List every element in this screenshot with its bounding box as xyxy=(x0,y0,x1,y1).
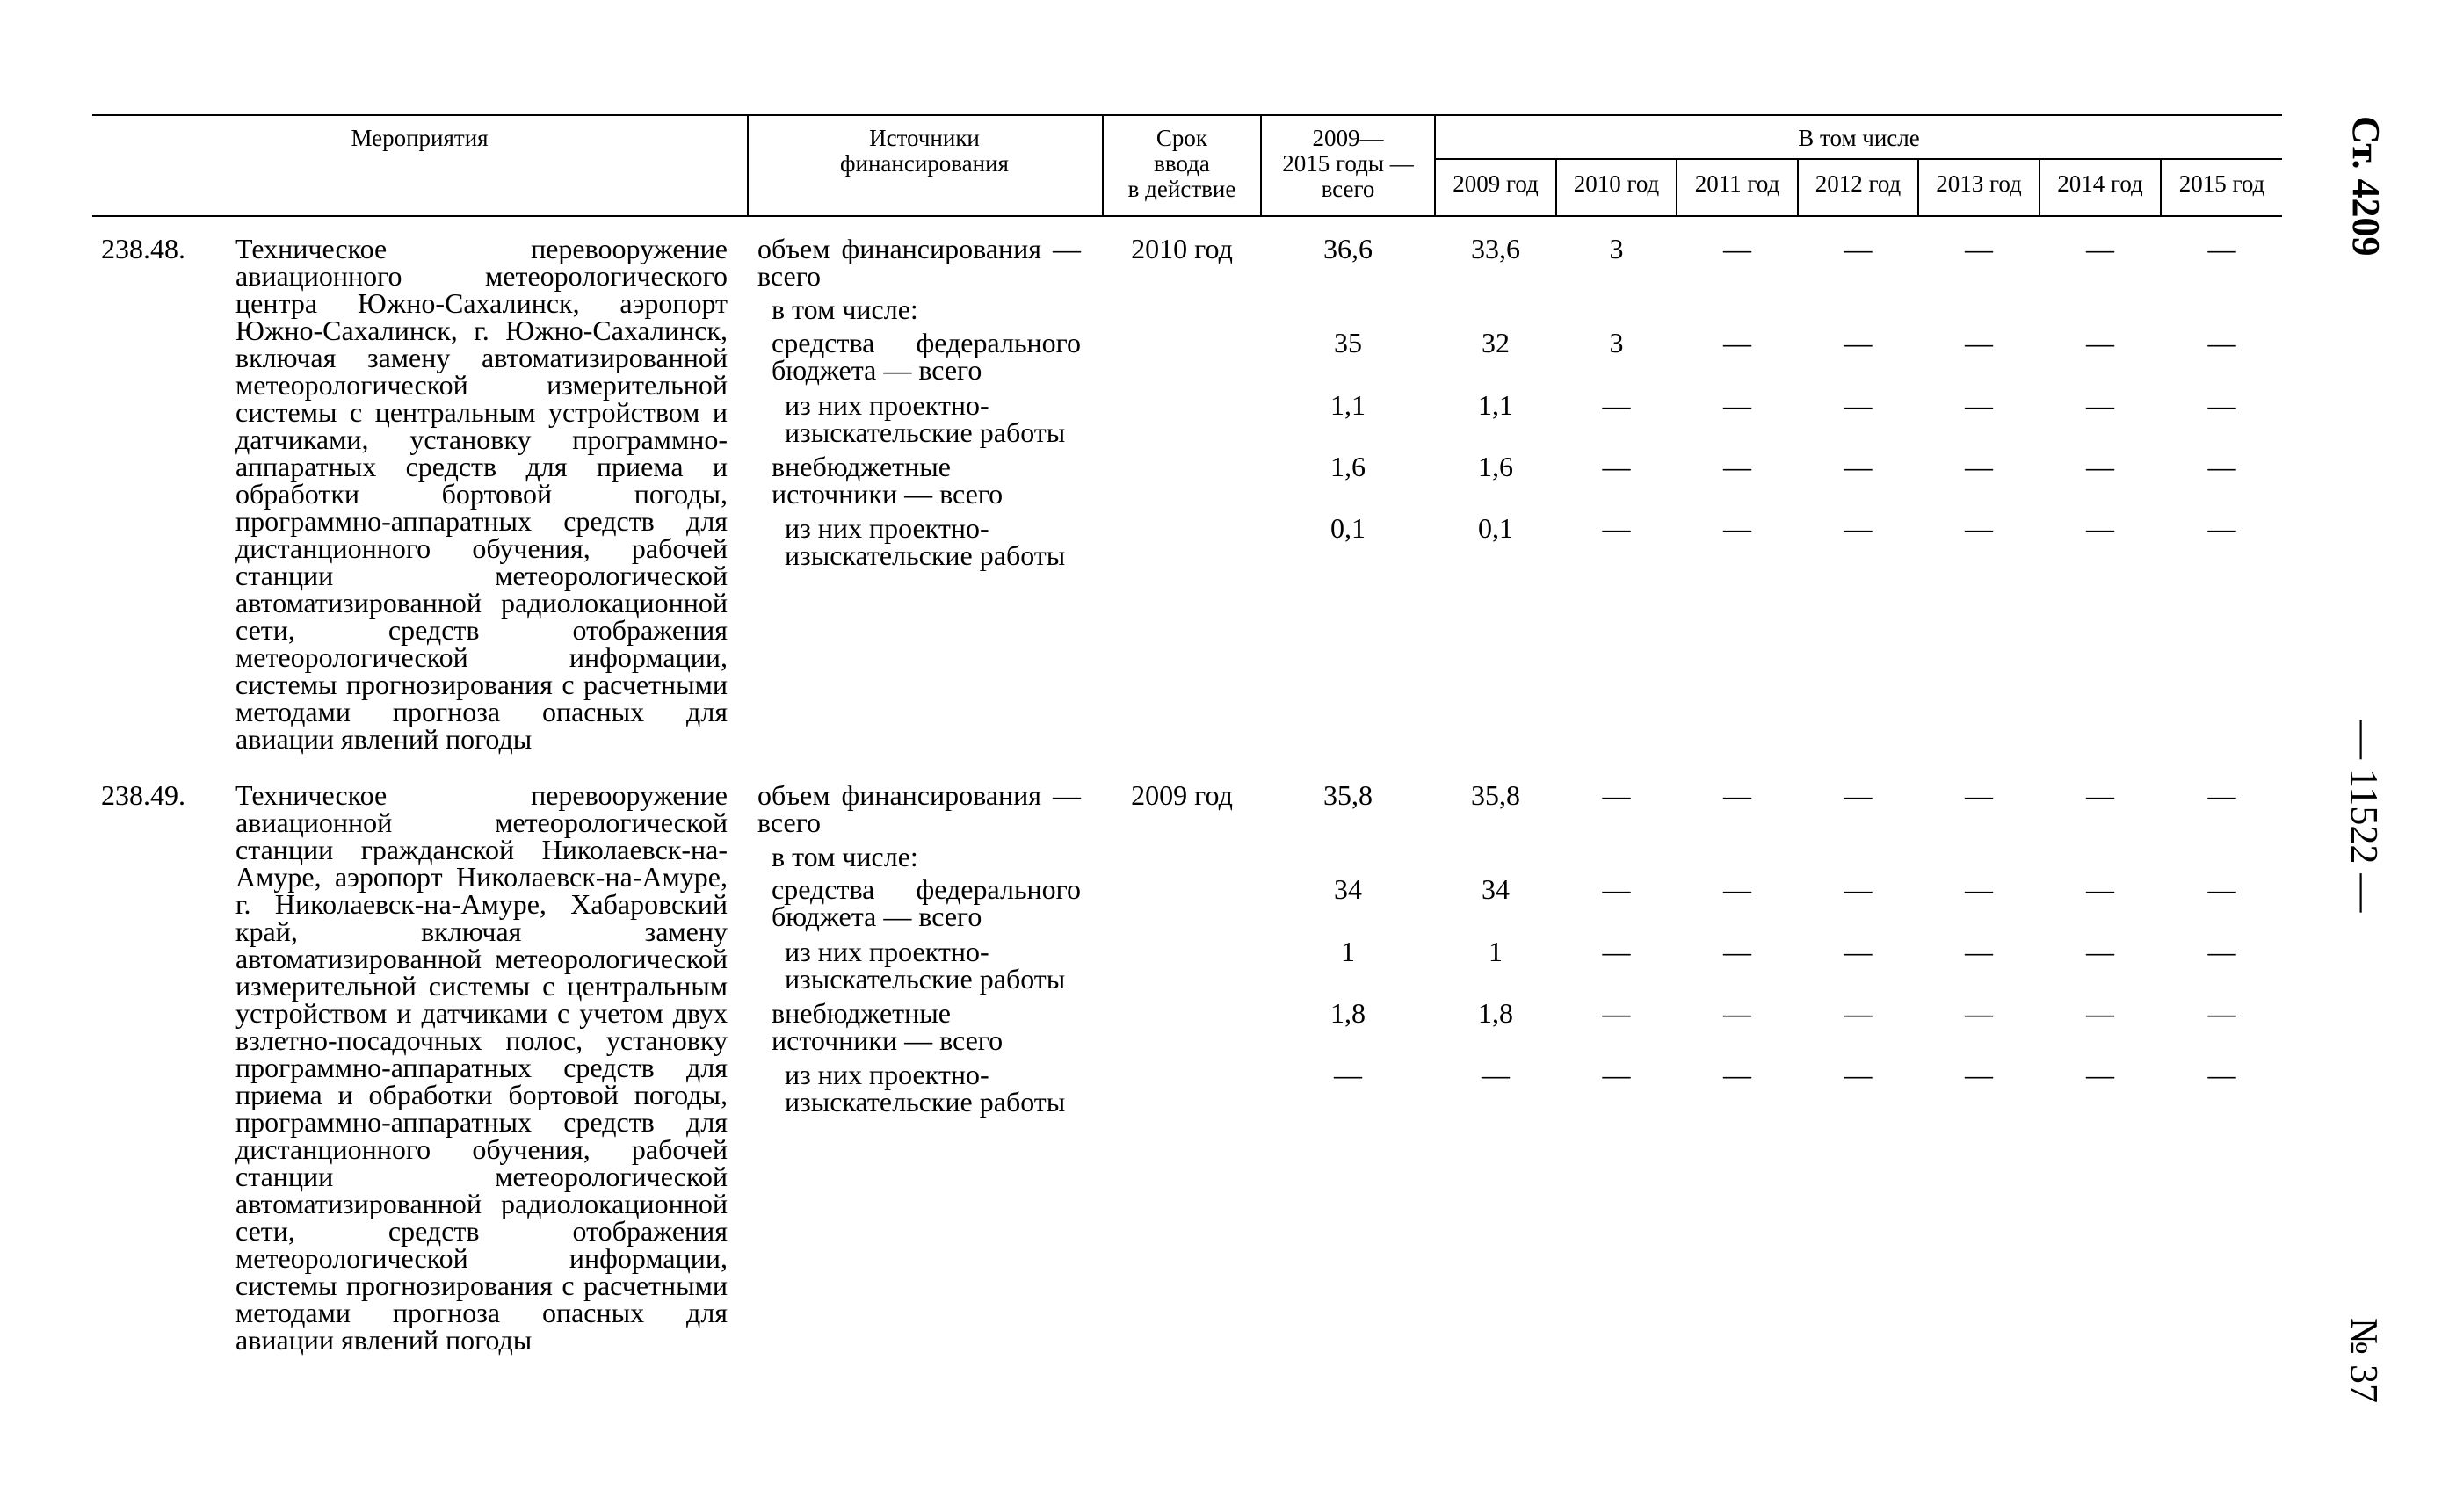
value-2009: 1,1 xyxy=(1478,389,1513,421)
value-total: 35,8 xyxy=(1323,779,1373,811)
value-2013: — xyxy=(1965,936,1993,967)
value-2014: — xyxy=(2086,233,2114,264)
page-number: — 11522 — xyxy=(2343,720,2386,913)
value-2009: 32 xyxy=(1482,327,1510,358)
value-2013: — xyxy=(1965,779,1993,811)
value-2014: — xyxy=(2086,327,2114,358)
value-2011: — xyxy=(1723,327,1751,358)
header-including: В том числе xyxy=(1798,125,1920,151)
row-activity: Техническое перевооружение авиационной метеорологической станции гражданской Николаевск-на-Амуре, аэропорт Николаевск-на-Амуре, г. Николаевск-на-Амуре, Хабаровский край, включая замену автоматизированной метеорологической измерительной системы с центральным устройством и датчиками с учетом двух взлетно-посадочных полос, установку программно-аппаратных средств для приема и обработки бортовой погоды, программно-аппаратных средств для дистанционного обучения, рабочей станции метеорологической автоматизированной радиолокационной сети, средств отображения метеорологической информации, системы прогнозирования с расчетными методами прогноза опасных для авиации явлений погоды xyxy=(235,779,728,1356)
value-2011: — xyxy=(1723,233,1751,264)
header-year-2014: 2014 год xyxy=(2057,170,2143,197)
source-label: средства федерального бюджета — всего xyxy=(772,327,1081,386)
value-total: 1,1 xyxy=(1330,389,1366,421)
source-label: из них проектно-изыскательские работы xyxy=(785,936,1066,995)
row-number: 238.48. xyxy=(101,233,185,264)
value-total: 36,6 xyxy=(1323,233,1373,264)
value-2013: — xyxy=(1965,451,1993,482)
value-2009: 1,6 xyxy=(1478,451,1513,482)
value-2012: — xyxy=(1844,389,1873,421)
row-term: 2010 год xyxy=(1131,233,1233,264)
value-2011: — xyxy=(1723,779,1751,811)
value-2012: — xyxy=(1844,512,1873,544)
header-year-2015: 2015 год xyxy=(2178,170,2265,197)
value-2013: — xyxy=(1965,997,1993,1029)
value-total: 1,8 xyxy=(1330,997,1366,1029)
source-label: объем финансирования — всего xyxy=(757,779,1081,838)
value-2009: 35,8 xyxy=(1471,779,1520,811)
value-2014: — xyxy=(2086,1059,2114,1090)
source-label: из них проектно-изыскательские работы xyxy=(785,1059,1066,1118)
value-2009: 34 xyxy=(1482,873,1510,905)
header-sources: Источники финансирования xyxy=(840,125,1009,177)
value-2014: — xyxy=(2086,873,2114,905)
value-2012: — xyxy=(1844,233,1873,264)
value-2014: — xyxy=(2086,451,2114,482)
value-2012: — xyxy=(1844,936,1873,967)
header-year-2013: 2013 год xyxy=(1936,170,2022,197)
value-2010: — xyxy=(1602,997,1631,1029)
value-2009: 0,1 xyxy=(1478,512,1513,544)
row-activity: Техническое перевооружение авиационного метеорологического центра Южно-Сахалинск, аэропорт Южно-Сахалинск, г. Южно-Сахалинск, включая замену автоматизированной метеорологической измерительной системы с центральным устройством и датчиками, установку программно-аппаратных средств для приема и обработки бортовой погоды, программно-аппаратных средств для дистанционного обучения, рабочей станции метеорологической автоматизированной радиолокационной сети, средств отображения метеорологической информации, системы прогнозирования с расчетными методами прогноза опасных для авиации явлений погоды xyxy=(235,233,728,755)
value-2013: — xyxy=(1965,327,1993,358)
header-year-2009: 2009 год xyxy=(1453,170,1539,197)
issue-number: № 37 xyxy=(2343,1318,2386,1403)
value-2015: — xyxy=(2207,389,2236,421)
value-2012: — xyxy=(1844,451,1873,482)
value-2015: — xyxy=(2207,451,2236,482)
value-2012: — xyxy=(1844,873,1873,905)
value-2010: — xyxy=(1602,1059,1631,1090)
source-label: в том числе: xyxy=(772,293,918,325)
source-label: внебюджетные источники — всего xyxy=(772,997,1004,1056)
value-2013: — xyxy=(1965,233,1993,264)
value-2009: 33,6 xyxy=(1471,233,1520,264)
value-2012: — xyxy=(1844,779,1873,811)
value-2010: — xyxy=(1602,512,1631,544)
value-2010: 3 xyxy=(1609,233,1624,264)
value-total: 1,6 xyxy=(1330,451,1366,482)
value-2014: — xyxy=(2086,997,2114,1029)
value-2013: — xyxy=(1965,1059,1993,1090)
header-activity: Мероприятия xyxy=(351,125,489,151)
value-total: 35 xyxy=(1334,327,1362,358)
value-2011: — xyxy=(1723,389,1751,421)
value-2012: — xyxy=(1844,997,1873,1029)
value-2010: 3 xyxy=(1609,327,1624,358)
value-2012: — xyxy=(1844,1059,1873,1090)
value-2015: — xyxy=(2207,873,2236,905)
value-2011: — xyxy=(1723,1059,1751,1090)
source-label: в том числе: xyxy=(772,841,918,872)
value-2010: — xyxy=(1602,936,1631,967)
header-term: Срок ввода в действие xyxy=(1127,125,1236,202)
value-2015: — xyxy=(2207,327,2236,358)
value-2014: — xyxy=(2086,936,2114,967)
table-top-rule xyxy=(92,114,2282,116)
value-total: 1 xyxy=(1341,936,1355,967)
value-total: 0,1 xyxy=(1330,512,1366,544)
source-label: объем финансирования — всего xyxy=(757,233,1081,292)
header-divider xyxy=(747,114,749,217)
value-2010: — xyxy=(1602,873,1631,905)
value-total: 34 xyxy=(1334,873,1362,905)
row-number: 238.49. xyxy=(101,779,185,811)
page-reference: Ст. 4209 xyxy=(2344,116,2387,257)
header-year-2010: 2010 год xyxy=(1573,170,1660,197)
value-2011: — xyxy=(1723,936,1751,967)
header-year-2011: 2011 год xyxy=(1694,170,1780,197)
source-label: внебюджетные источники — всего xyxy=(772,451,1004,510)
value-2011: — xyxy=(1723,997,1751,1029)
including-sub-rule xyxy=(1434,158,2282,160)
value-2010: — xyxy=(1602,389,1631,421)
value-2015: — xyxy=(2207,512,2236,544)
value-2014: — xyxy=(2086,779,2114,811)
value-2010: — xyxy=(1602,779,1631,811)
value-2012: — xyxy=(1844,327,1873,358)
value-2011: — xyxy=(1723,451,1751,482)
header-total: 2009— 2015 годы — всего xyxy=(1282,125,1414,202)
value-2015: — xyxy=(2207,1059,2236,1090)
value-2015: — xyxy=(2207,233,2236,264)
header-year-2012: 2012 год xyxy=(1815,170,1902,197)
value-2011: — xyxy=(1723,512,1751,544)
value-2009: — xyxy=(1482,1059,1510,1090)
source-label: из них проектно-изыскательские работы xyxy=(785,512,1066,571)
value-2009: 1,8 xyxy=(1478,997,1513,1029)
value-2011: — xyxy=(1723,873,1751,905)
source-label: средства федерального бюджета — всего xyxy=(772,873,1081,932)
value-2015: — xyxy=(2207,997,2236,1029)
value-total: — xyxy=(1334,1059,1362,1090)
row-term: 2009 год xyxy=(1131,779,1233,811)
value-2013: — xyxy=(1965,512,1993,544)
value-2015: — xyxy=(2207,936,2236,967)
value-2015: — xyxy=(2207,779,2236,811)
value-2013: — xyxy=(1965,389,1993,421)
table-header-bottom-rule xyxy=(92,215,2282,217)
value-2009: 1 xyxy=(1489,936,1503,967)
value-2014: — xyxy=(2086,512,2114,544)
value-2010: — xyxy=(1602,451,1631,482)
source-label: из них проектно-изыскательские работы xyxy=(785,389,1066,448)
value-2013: — xyxy=(1965,873,1993,905)
value-2014: — xyxy=(2086,389,2114,421)
